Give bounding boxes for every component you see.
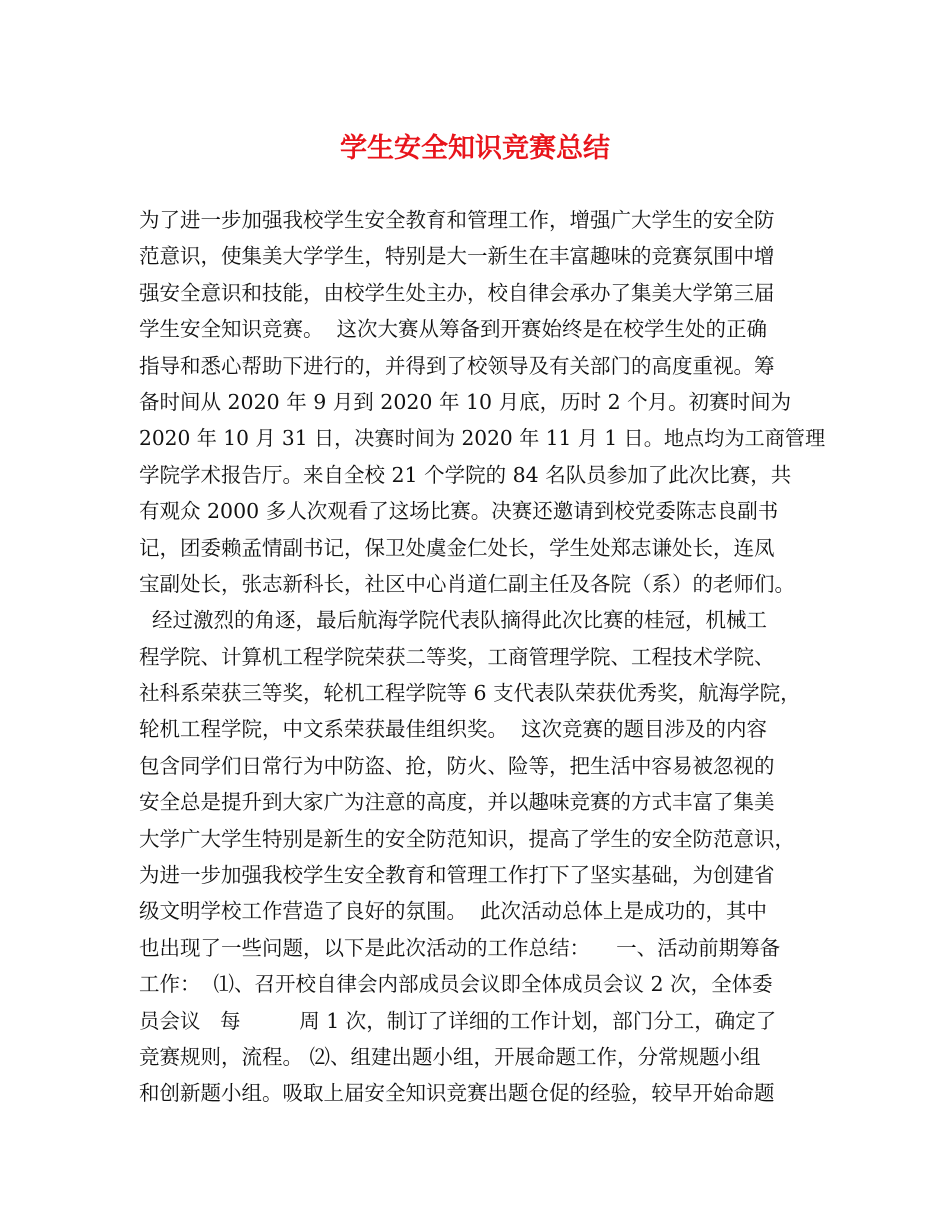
body-text-line: 记，团委赖孟情副书记，保卫处虞金仁处长，学生处郑志谦处长，连凤 (139, 535, 775, 560)
body-text-line: 2020 年 10 月 31 日，决赛时间为 2020 年 11 月 1 日。地点均为工商管理 (139, 426, 826, 451)
body-text-line: 宝副处长，张志新科长，社区中心肖道仁副主任及各院（系）的老师们。 (139, 571, 795, 596)
body-text-line: 有观众 2000 多人次观看了这场比赛。决赛还邀请到校党委陈志良副书 (139, 499, 779, 524)
body-text-line: 竞赛规则，流程。 ⑵、组建出题小组，开展命题工作，分常规题小组 (139, 1044, 761, 1069)
body-text-line: 强安全意识和技能，由校学生处主办，校自律会承办了集美大学第三届 (139, 280, 775, 305)
body-text-line: 员会议 每 周 1 次，制订了详细的工作计划，部门分工，确定了 (139, 1008, 777, 1033)
body-text-line: 社科系荣获三等奖，轮机工程学院等 6 支代表队荣获优秀奖，航海学院， (139, 681, 801, 706)
body-text-line: 级文明学校工作营造了良好的氛围。 此次活动总体上是成功的，其中 (139, 899, 768, 924)
body-text-line: 为了进一步加强我校学生安全教育和管理工作，增强广大学生的安全防 (139, 208, 775, 232)
body-text-line: 和创新题小组。吸取上届安全知识竞赛出题仓促的经验，较早开始命题 (139, 1081, 775, 1106)
body-text-line: 经过激烈的角逐，最后航海学院代表队摘得此次比赛的桂冠，机械工 (139, 608, 768, 633)
body-text-line: 学院学术报告厅。来自全校 21 个学院的 84 名队员参加了此次比赛，共 (139, 462, 792, 487)
document-title: 学生安全知识竞赛总结 (340, 133, 610, 164)
body-text-line: 也出现了一些问题，以下是此次活动的工作总结： 一、活动前期筹备 (139, 935, 781, 960)
body-text-line: 学生安全知识竞赛。 这次大赛从筹备到开赛始终是在校学生处的正确 (139, 317, 768, 342)
body-text-line: 备时间从 2020 年 9 月到 2020 年 10 月底，历时 2 个月。初赛时间为 (139, 389, 792, 414)
body-text-line: 工作： ⑴、召开校自律会内部成员会议即全体成员会议 2 次，全体委 (139, 972, 773, 997)
body-text-line: 范意识，使集美大学学生，特别是大一新生在丰富趣味的竞赛氛围中增 (139, 244, 775, 269)
body-text-line: 包含同学们日常行为中防盗、抢，防火、险等，把生活中容易被忽视的 (139, 753, 775, 778)
body-text-line: 指导和悉心帮助下进行的，并得到了校领导及有关部门的高度重视。筹 (139, 353, 775, 378)
body-text-line: 程学院、计算机工程学院荣获二等奖，工商管理学院、工程技术学院、 (139, 644, 775, 669)
body-text-line: 安全总是提升到大家广为注意的高度，并以趣味竞赛的方式丰富了集美 (139, 790, 775, 815)
body-text-line: 为进一步加强我校学生安全教育和管理工作打下了坚实基础，为创建省 (139, 863, 775, 888)
body-text-line: 轮机工程学院，中文系荣获最佳组织奖。 这次竞赛的题目涉及的内容 (139, 717, 768, 742)
body-text-line: 大学广大学生特别是新生的安全防范知识，提高了学生的安全防范意识， (139, 826, 795, 851)
document-body (139, 202, 829, 1112)
